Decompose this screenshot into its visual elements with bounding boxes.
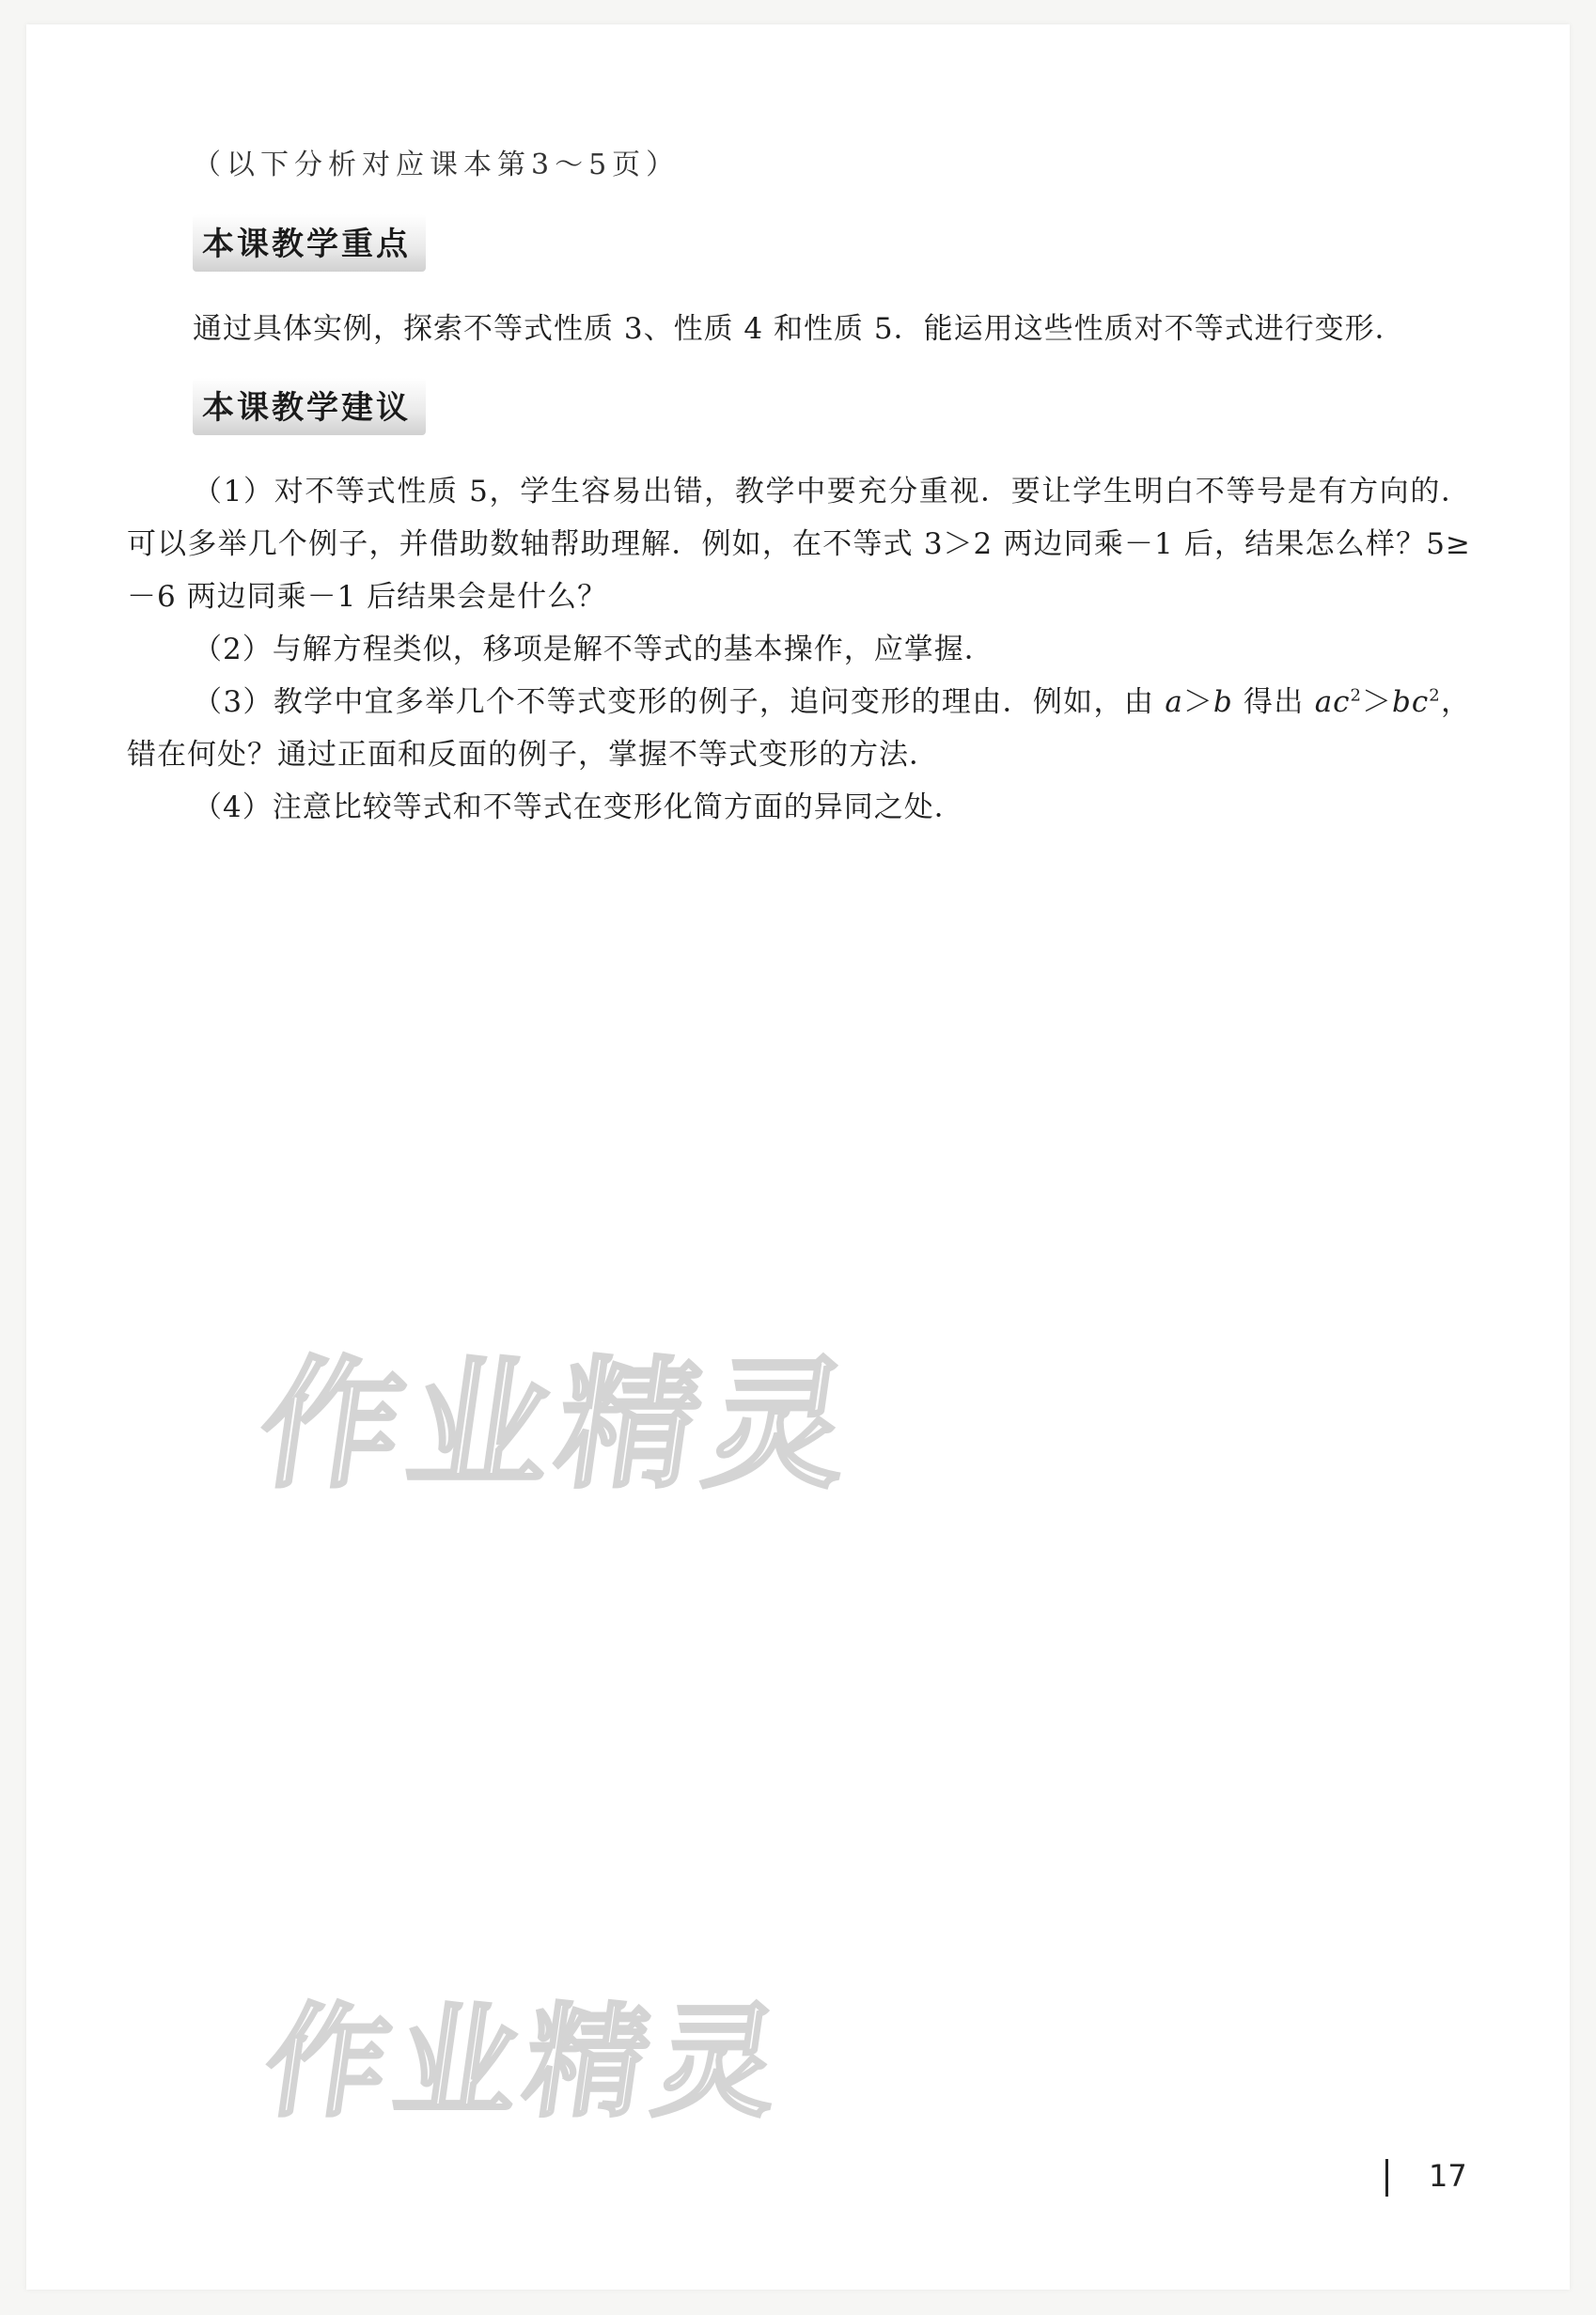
math-gt-1: ＞ [1182, 685, 1213, 719]
section-heading-suggestions: 本课教学建议 [193, 378, 426, 435]
key-points-text: 通过具体实例，探索不等式性质 3、性质 4 和性质 5．能运用这些性质对不等式进行变形． [193, 312, 1405, 346]
math-a: a [1165, 685, 1183, 719]
watermark-upper: 作业精灵 [249, 1344, 868, 1508]
math-ac: ac [1314, 685, 1351, 719]
page-reference-note: （以下分析对应课本第3～5页） [193, 149, 681, 181]
math-bc: bc [1392, 685, 1430, 719]
section-heading-key-points: 本课教学重点 [193, 214, 426, 272]
item3-text-a: （3）教学中宜多举几个不等式变形的例子，追问变形的理由．例如，由 [193, 685, 1166, 719]
math-b: b [1213, 685, 1233, 719]
document-page [26, 24, 1570, 2290]
math-gt-2: ＞ [1362, 685, 1392, 719]
suggestion-item-3 [127, 676, 1471, 781]
page-number-rule [1385, 2159, 1388, 2197]
item3-text-c: ，错在何处？通过正面和反面的例子，掌握不等式变形的方法． [127, 685, 1471, 772]
suggestion-item-2: （2）与解方程类似，移项是解不等式的基本操作，应掌握． [193, 633, 994, 666]
suggestion-item-1: （1）对不等式性质 5，学生容易出错，教学中要充分重视．要让学生明白不等号是有方向的．可以多举几个例子，并借助数轴帮助理解．例如，在不等式 3＞2 两边同乘－1 后，结果怎么样？5≥－6 两边同乘－1 后结果会是什么？ [127, 475, 1471, 614]
page-number: 17 [1429, 2158, 1467, 2194]
suggestion-item-4: （4）注意比较等式和不等式在变形化简方面的异同之处． [193, 790, 964, 824]
watermark-lower: 作业精灵 [256, 1991, 796, 2134]
math-sup-1: 2 [1350, 685, 1362, 706]
math-sup-2: 2 [1429, 685, 1441, 706]
item3-text-b: 得出 [1232, 685, 1315, 719]
suggestion-list [127, 465, 1471, 834]
